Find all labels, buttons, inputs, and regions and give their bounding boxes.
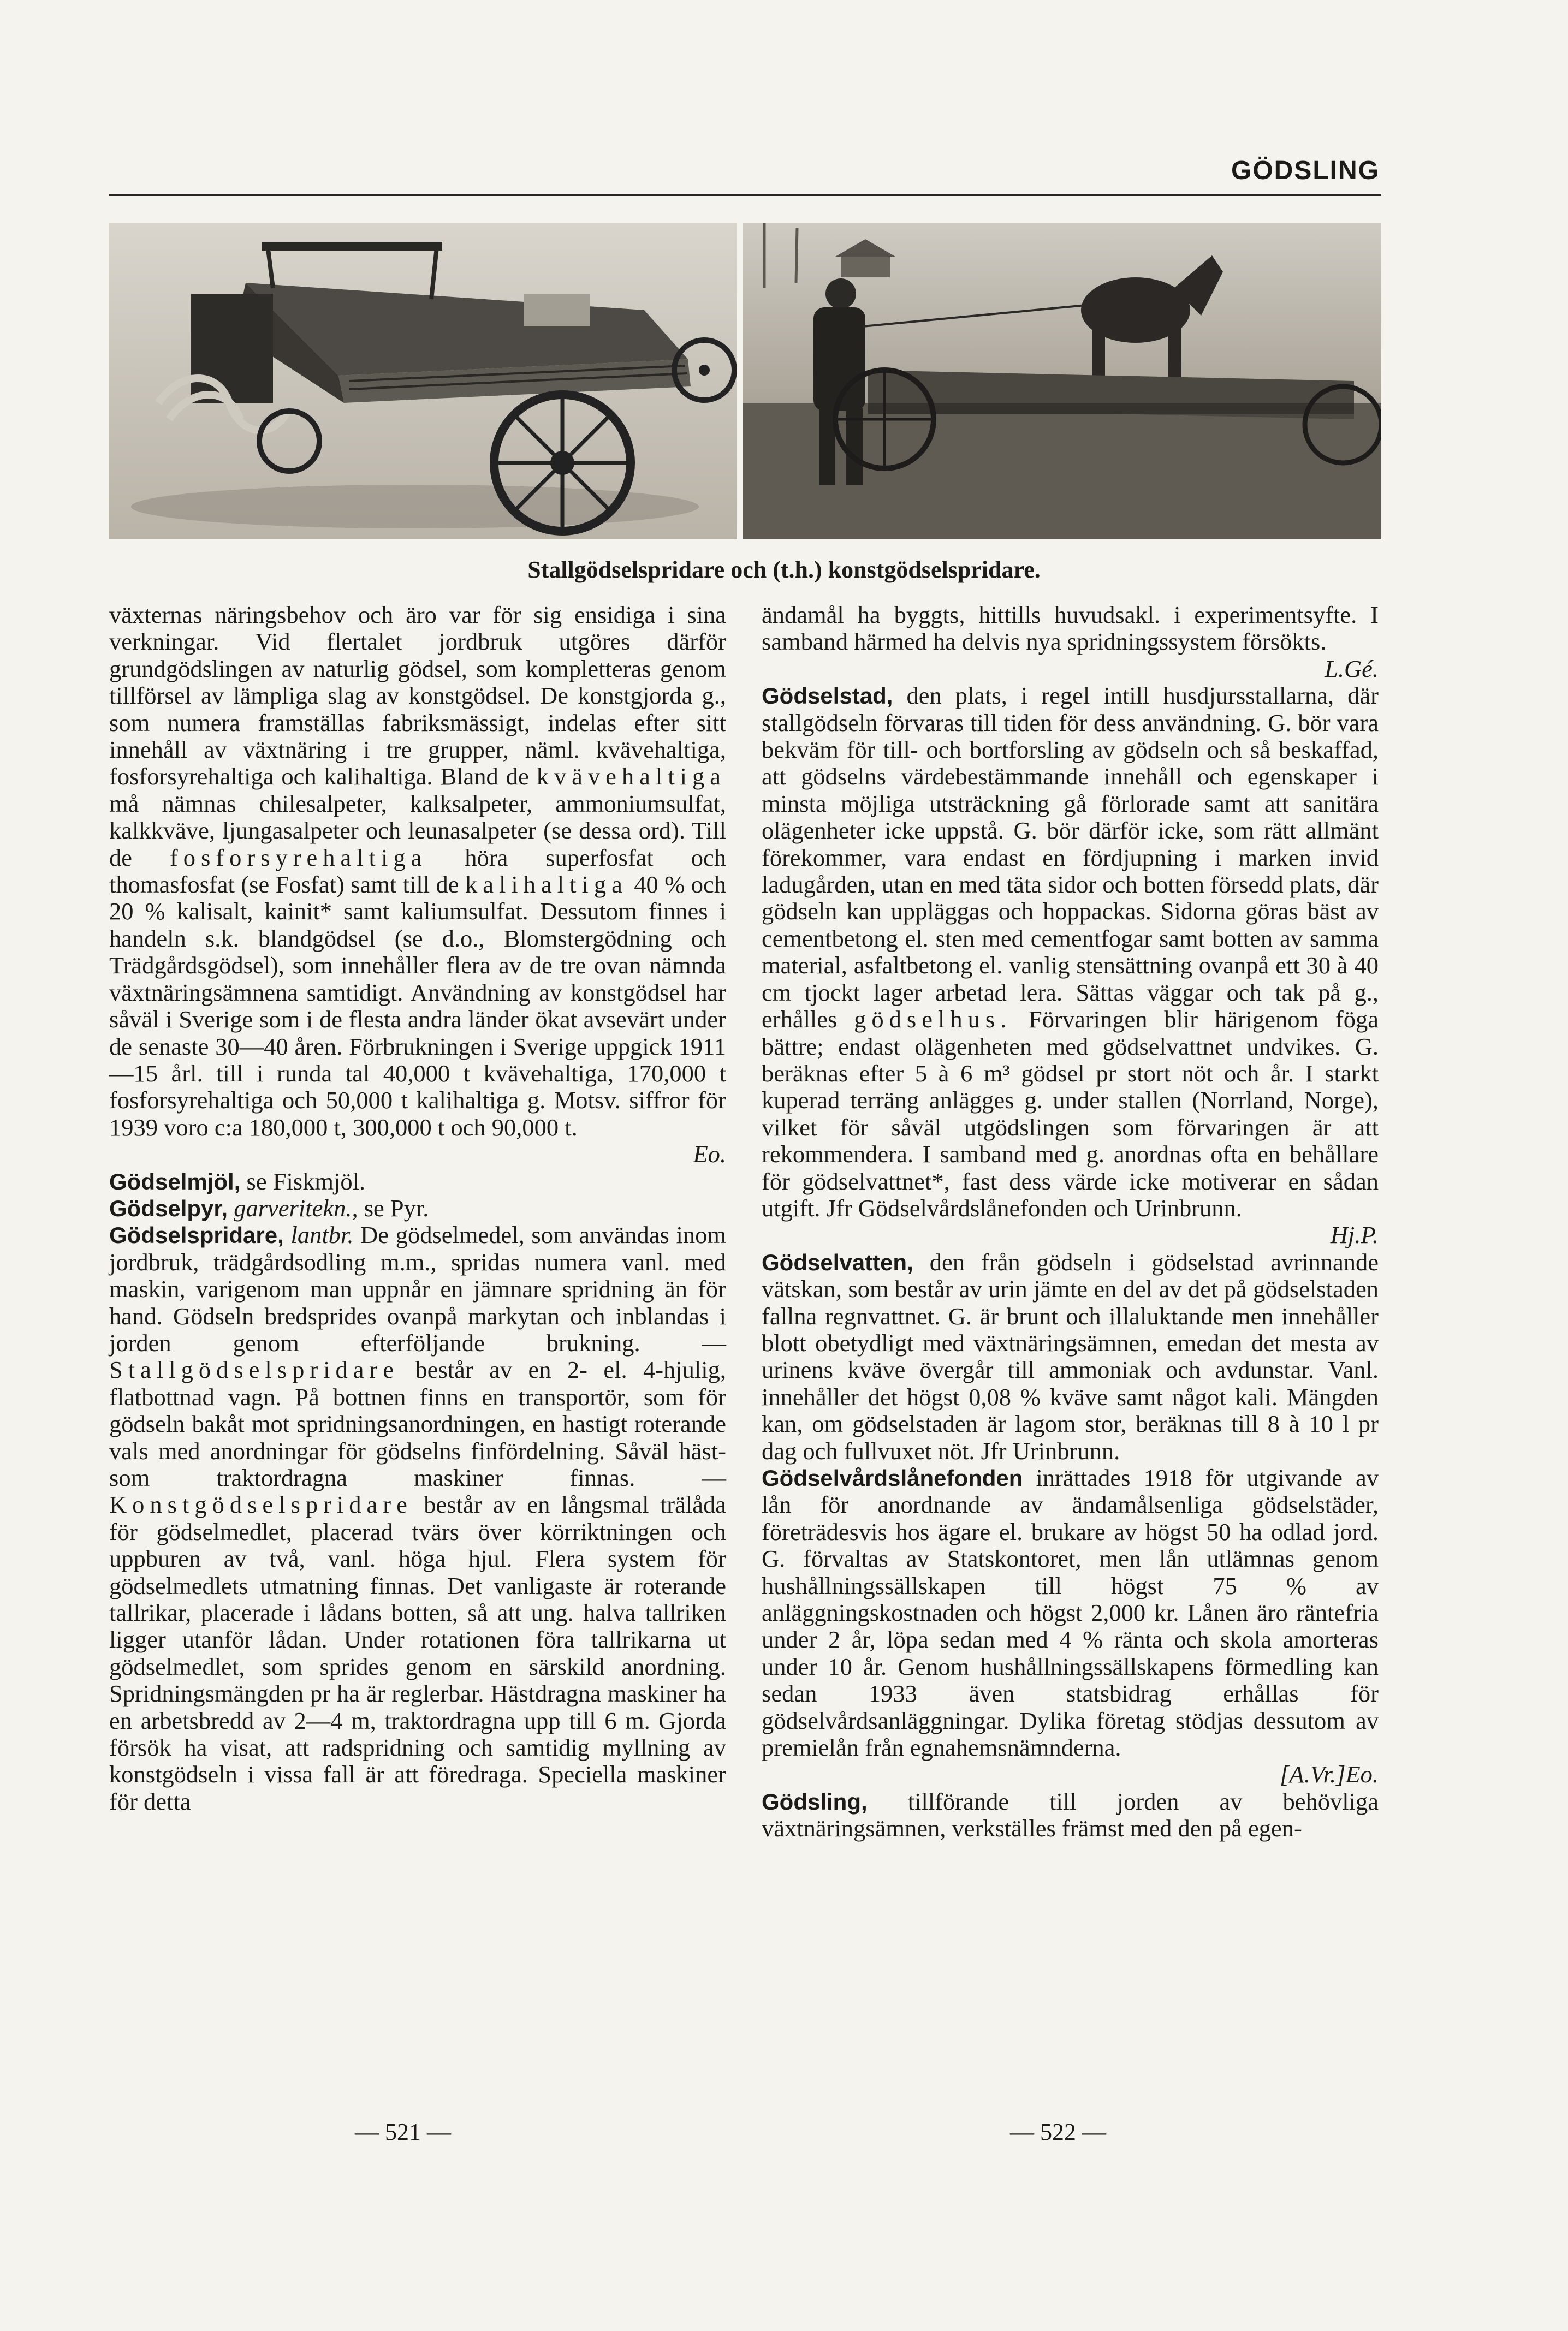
body-text: ändamål ha byggts, hittills huvudsakl. i experimentsyfte. I samband härmed ha delvis nya spridningssystem försökts.	[762, 601, 1379, 656]
running-head: GÖDSLING	[1231, 156, 1380, 185]
left-column	[109, 602, 726, 1815]
page-number-left: — 521 —	[355, 2119, 451, 2145]
entry-konstgodsel-continuation	[109, 602, 726, 1168]
entry-headword: Gödselstad,	[762, 683, 893, 709]
subject-label: garveritekn.,	[228, 1194, 358, 1222]
entry-headword: Gödselvårdslånefonden	[762, 1465, 1023, 1491]
entry-godselvatten	[762, 1249, 1379, 1465]
fertilizer-spreader-photo	[743, 223, 1381, 539]
subject-label: lantbr.	[283, 1221, 354, 1249]
body-text: tillförande till jorden av behövliga växtnäringsämnen, verkställes främst med den på egen-	[762, 1787, 1379, 1842]
spaced-term: gödselhus.	[854, 1006, 1012, 1033]
entry-godselmjol	[109, 1168, 726, 1195]
body-text: De gödselmedel, som användas inom jordbruk, trädgårdsodling m.m., spridas numera vanl. med maskin, varigenom man uppnår en jämnare spridning än för hand. Gödseln bredsprides ovanpå markytan och inblandas i jorden genom efterföljande brukning. —	[109, 1221, 726, 1357]
body-text: inrättades 1918 för utgivande av lån för anordnande av ändamålsenliga gödselstäder, företrädesvis hos ägare el. brukare av högst 50 ha odlad jord. G. förvaltas av Statskontoret, men lån utlämnas genom hushållningssällskapen till högst 75 % av anläggningskostnaden och högst 2,000 kr. Lånen äro räntefria under 2 år, löpa sedan med 4 % ränta och skola amorteras under 10 år. Genom hushållningssällskapens förmedling kan sedan 1933 även statsbidrag erhållas för gödselvårdsanläggningar. Dylika företag stödjas dessutom av premielån från egnahemsnämnderna.	[762, 1464, 1379, 1762]
page-number-right: — 522 —	[1010, 2119, 1106, 2145]
spaced-term: fosforsyrehaltiga	[169, 843, 427, 871]
spaced-term: kvävehaltiga	[536, 763, 726, 790]
manure-spreader-photo	[109, 223, 737, 539]
entry-godselspridare	[109, 1222, 726, 1815]
body-text: höra superfosfat och thomasfosfat (se Fosfat) samt till de	[109, 843, 726, 899]
entry-headword: Gödselpyr,	[109, 1195, 228, 1221]
entry-headword: Gödselmjöl,	[109, 1168, 241, 1194]
header-rule	[109, 194, 1381, 196]
entry-headword: Gödselvatten,	[762, 1249, 913, 1275]
spaced-term: Stallgödselspridare	[109, 1356, 400, 1384]
entry-godselpyr	[109, 1195, 726, 1222]
body-text: se Fiskmjöl.	[240, 1167, 366, 1195]
entry-godselspridare-continuation	[762, 602, 1379, 682]
author-signature: Hj.P.	[1330, 1221, 1379, 1249]
body-text: må nämnas chilesalpeter, kalksalpeter, ammoniumsulfat, kalkkväve, ljungasalpeter och leunasalpeter (se dessa ord). Till de	[109, 789, 726, 871]
spaced-term: kalihaltiga	[465, 871, 628, 899]
body-text: den från gödseln i gödselstad avrinnande vätskan, som består av urin jämte en del av det på gödselstaden fallna regnvattnet. G. är brunt och illaluktande men innehåller blott obetydligt med växtnäringsämnen, emedan det mesta av urinens kväve övergår till ammoniak och avdunstar. Vanl. innehåller det högst 0,08 % kväve samt något kali. Mängden kan, om gödselstaden är lagom stor, beräknas till 8 à 10 l pr dag och fullvuxet nöt. Jfr Urinbrunn.	[762, 1248, 1379, 1465]
entry-headword: Gödselspridare,	[109, 1222, 284, 1248]
spaced-term: Konstgödselspridare	[109, 1491, 413, 1519]
body-text: består av en 2- el. 4-hjulig, flatbottnad vagn. På bottnen finns en transportör, som för gödseln bakåt mot spridningsanordningen, en hastigt roterande vals med anordningar för gödselns finfördelning. Såväl häst- som traktordragna maskiner finnas. —	[109, 1356, 726, 1491]
figure-caption: Stallgödselspridare och (t.h.) konstgödselspridare.	[527, 556, 1041, 583]
body-text: Förvaringen blir härigenom föga bättre; endast olägenheten med gödselvattnet undvikes. G. beräknas efter 5 à 6 m³ gödsel pr stort nöt och år. I starkt kuperad terräng anlägges g. under stallen (Norrland, Norge), vilket för såväl utgödslingen som förvaringen är att rekommendera. I samband med g. anordnas ofta en behållare för gödselvattnet*, fast dess värde icke motiverar en sådan utgift. Jfr Gödselvårdslånefonden och Urinbrunn.	[762, 1006, 1379, 1222]
body-text: den plats, i regel intill husdjursstallarna, där stallgödseln förvaras till tiden för dess användning. G. bör vara bekväm för till- och bortforsling av gödseln och så beskaffad, att gödselns värdebestämmande innehåll och egenskaper i minsta möjliga utsträckning gå förlorade samt att sanitära olägenheter icke uppstå. G. bör därför icke, som rätt allmänt förekommer, vara endast en fördjupning i marken invid ladugården, utan en med täta sidor och botten försedd plats, där gödseln kan uppläggas och hoppackas. Sidorna göras bäst av cementbetong el. sten med cementfogar samt botten av samma material, asfaltbetong el. vanlig stensättning ovanpå ett 30 à 40 cm tjockt lager arbetad lera. Sättas väggar och tak på g., erhålles	[762, 682, 1379, 1033]
author-signature: [A.Vr.]Eo.	[1280, 1761, 1379, 1788]
body-text: se Pyr.	[358, 1194, 429, 1222]
entry-godselvardslanefonden	[762, 1465, 1379, 1788]
entry-headword: Gödsling,	[762, 1788, 868, 1815]
entry-godselstad	[762, 682, 1379, 1249]
body-text: 40 % och 20 % kalisalt, kainit* samt kaliumsulfat. Dessutom finnes i handeln s.k. blandgödsel (se d.o., Blomstergödning och Trädgårdsgödsel), som innehåller flera av de tre ovan nämnda växtnäringsämnena samtidigt. Användning av konstgödsel har såväl i Sverige som i de flesta andra länder ökat avsevärt under de senaste 30—40 åren. Förbrukningen i Sverige uppgick 1911—15 årl. till i runda tal 40,000 t kvävehaltiga, 170,000 t fosforsyrehaltiga och 50,000 t kalihaltiga g. Motsv. siffror för 1939 voro c:a 180,000 t, 300,000 t och 90,000 t.	[109, 871, 727, 1141]
right-column	[762, 602, 1379, 1842]
author-signature: Eo.	[693, 1140, 726, 1168]
body-text: består av en långsmal trälåda för gödselmedlet, placerad tvärs över körriktningen och uppburen av två, vanl. höga hjul. Flera system för gödselmedlets utmatning finnas. Det vanligaste är roterande tallrikar, placerade i lådans botten, så att ung. halva tallriken ligger utanför lådan. Under rotationen föra tallrikarna ut gödselmedlet, som sprides genom en särskild anordning. Spridningsmängden pr ha är reglerbar. Hästdragna maskiner ha en arbetsbredd av 2—4 m, traktordragna upp till 6 m. Gjorda försök ha visat, att radspridning och samtidig myllning av konstgödseln i vissa fall är att föredraga. Speciella maskiner för detta	[109, 1491, 726, 1815]
author-signature: L.Gé.	[1325, 655, 1379, 682]
entry-godsling	[762, 1788, 1379, 1842]
body-text: växternas näringsbehov och äro var för sig ensidiga i sina verkningar. Vid flertalet jordbruk utgöres därför grundgödslingen av naturlig gödsel, som kompletteras genom tillförsel av lämpliga slag av konstgödsel. De konstgjorda g., som numera framställas fabriksmässigt, indelas efter sitt innehåll av växtnäring i tre grupper, näml. kvävehaltiga, fosforsyrehaltiga och kalihaltiga. Bland de	[109, 601, 726, 790]
